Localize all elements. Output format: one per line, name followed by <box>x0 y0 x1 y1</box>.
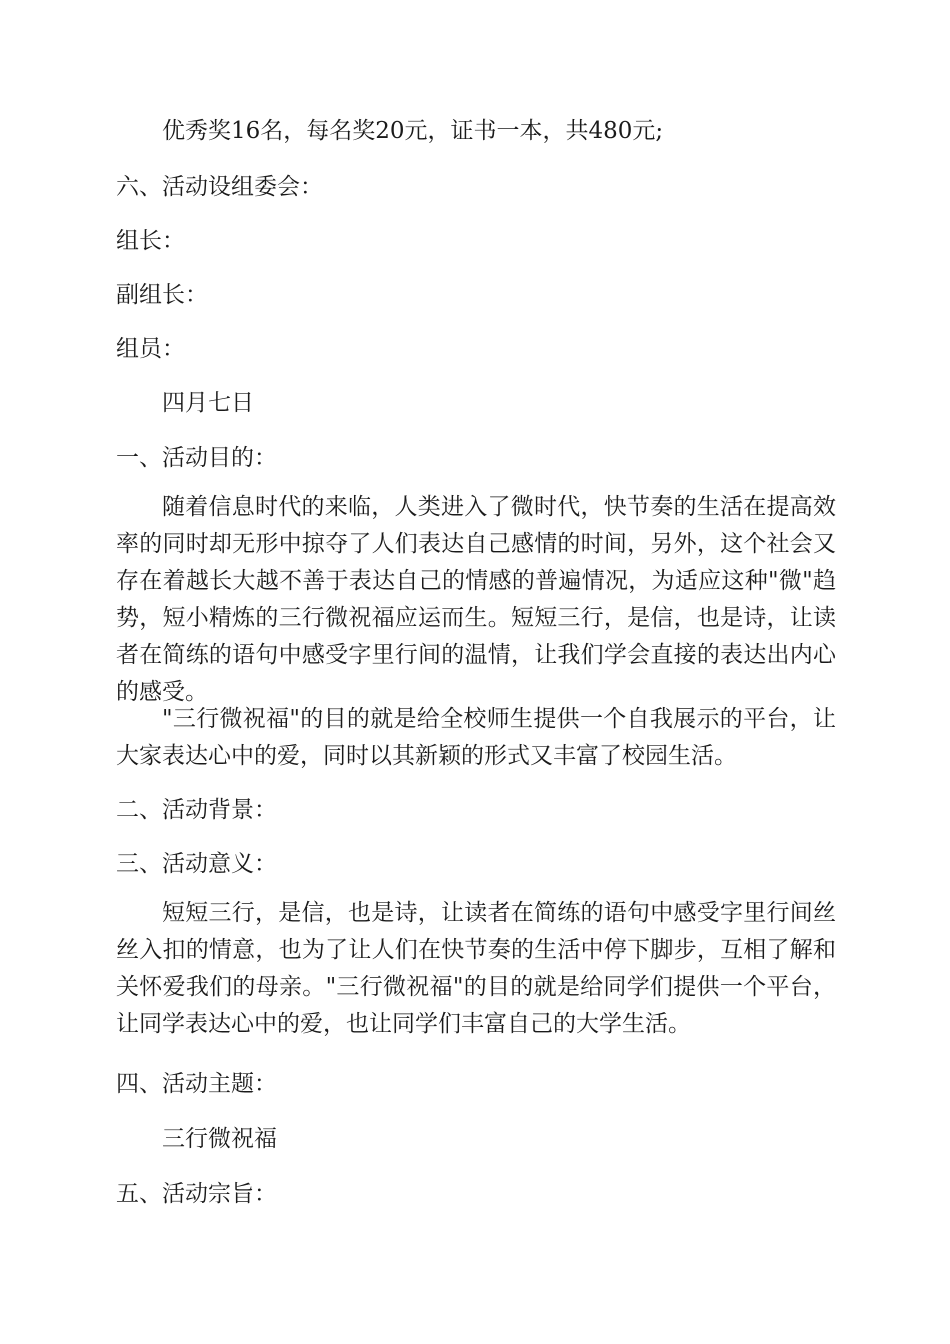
section-heading-purpose: 一、活动目的： <box>116 445 277 471</box>
section-heading-tenet: 五、活动宗旨： <box>116 1181 277 1207</box>
committee-members-label: 组员： <box>116 336 185 362</box>
purpose-paragraph-1: 随着信息时代的来临，人类进入了微时代，快节奏的生活在提高效率的同时却无形中掠夺了人们表达自己感情的时间，另外，这个社会又存在着越长大越不善于表达自己的情感的普遍情况，为适应这种"微"趋势，短小精炼的三行微祝福应运而生。短短三行，是信，也是诗，让读者在简练的语句中感受字里行间的温情，让我们学会直接的表达出内心的感受。 <box>116 494 836 705</box>
purpose-paragraph-2: "三行微祝福"的目的就是给全校师生提供一个自我展示的平台，让大家表达心中的爱，同时以其新颖的形式又丰富了校园生活。 <box>116 706 836 769</box>
section-heading-background: 二、活动背景： <box>116 797 277 823</box>
section-heading-theme: 四、活动主题： <box>116 1071 277 1097</box>
committee-leader-label: 组长： <box>116 228 185 254</box>
section-heading-significance: 三、活动意义： <box>116 851 277 877</box>
section-heading-committee: 六、活动设组委会： <box>116 174 323 200</box>
committee-vice-leader-label: 副组长： <box>116 282 208 308</box>
award-line: 优秀奖16名，每名奖20元，证书一本，共480元; <box>162 118 664 144</box>
significance-paragraph: 短短三行，是信，也是诗，让读者在简练的语句中感受字里行间丝丝入扣的情意，也为了让人们在快节奏的生活中停下脚步，互相了解和关怀爱我们的母亲。"三行微祝福"的目的就是给同学们提供一个平台，让同学表达心中的爱，也让同学们丰富自己的大学生活。 <box>116 900 836 1037</box>
document-date: 四月七日 <box>162 390 254 416</box>
theme-text: 三行微祝福 <box>162 1126 277 1152</box>
